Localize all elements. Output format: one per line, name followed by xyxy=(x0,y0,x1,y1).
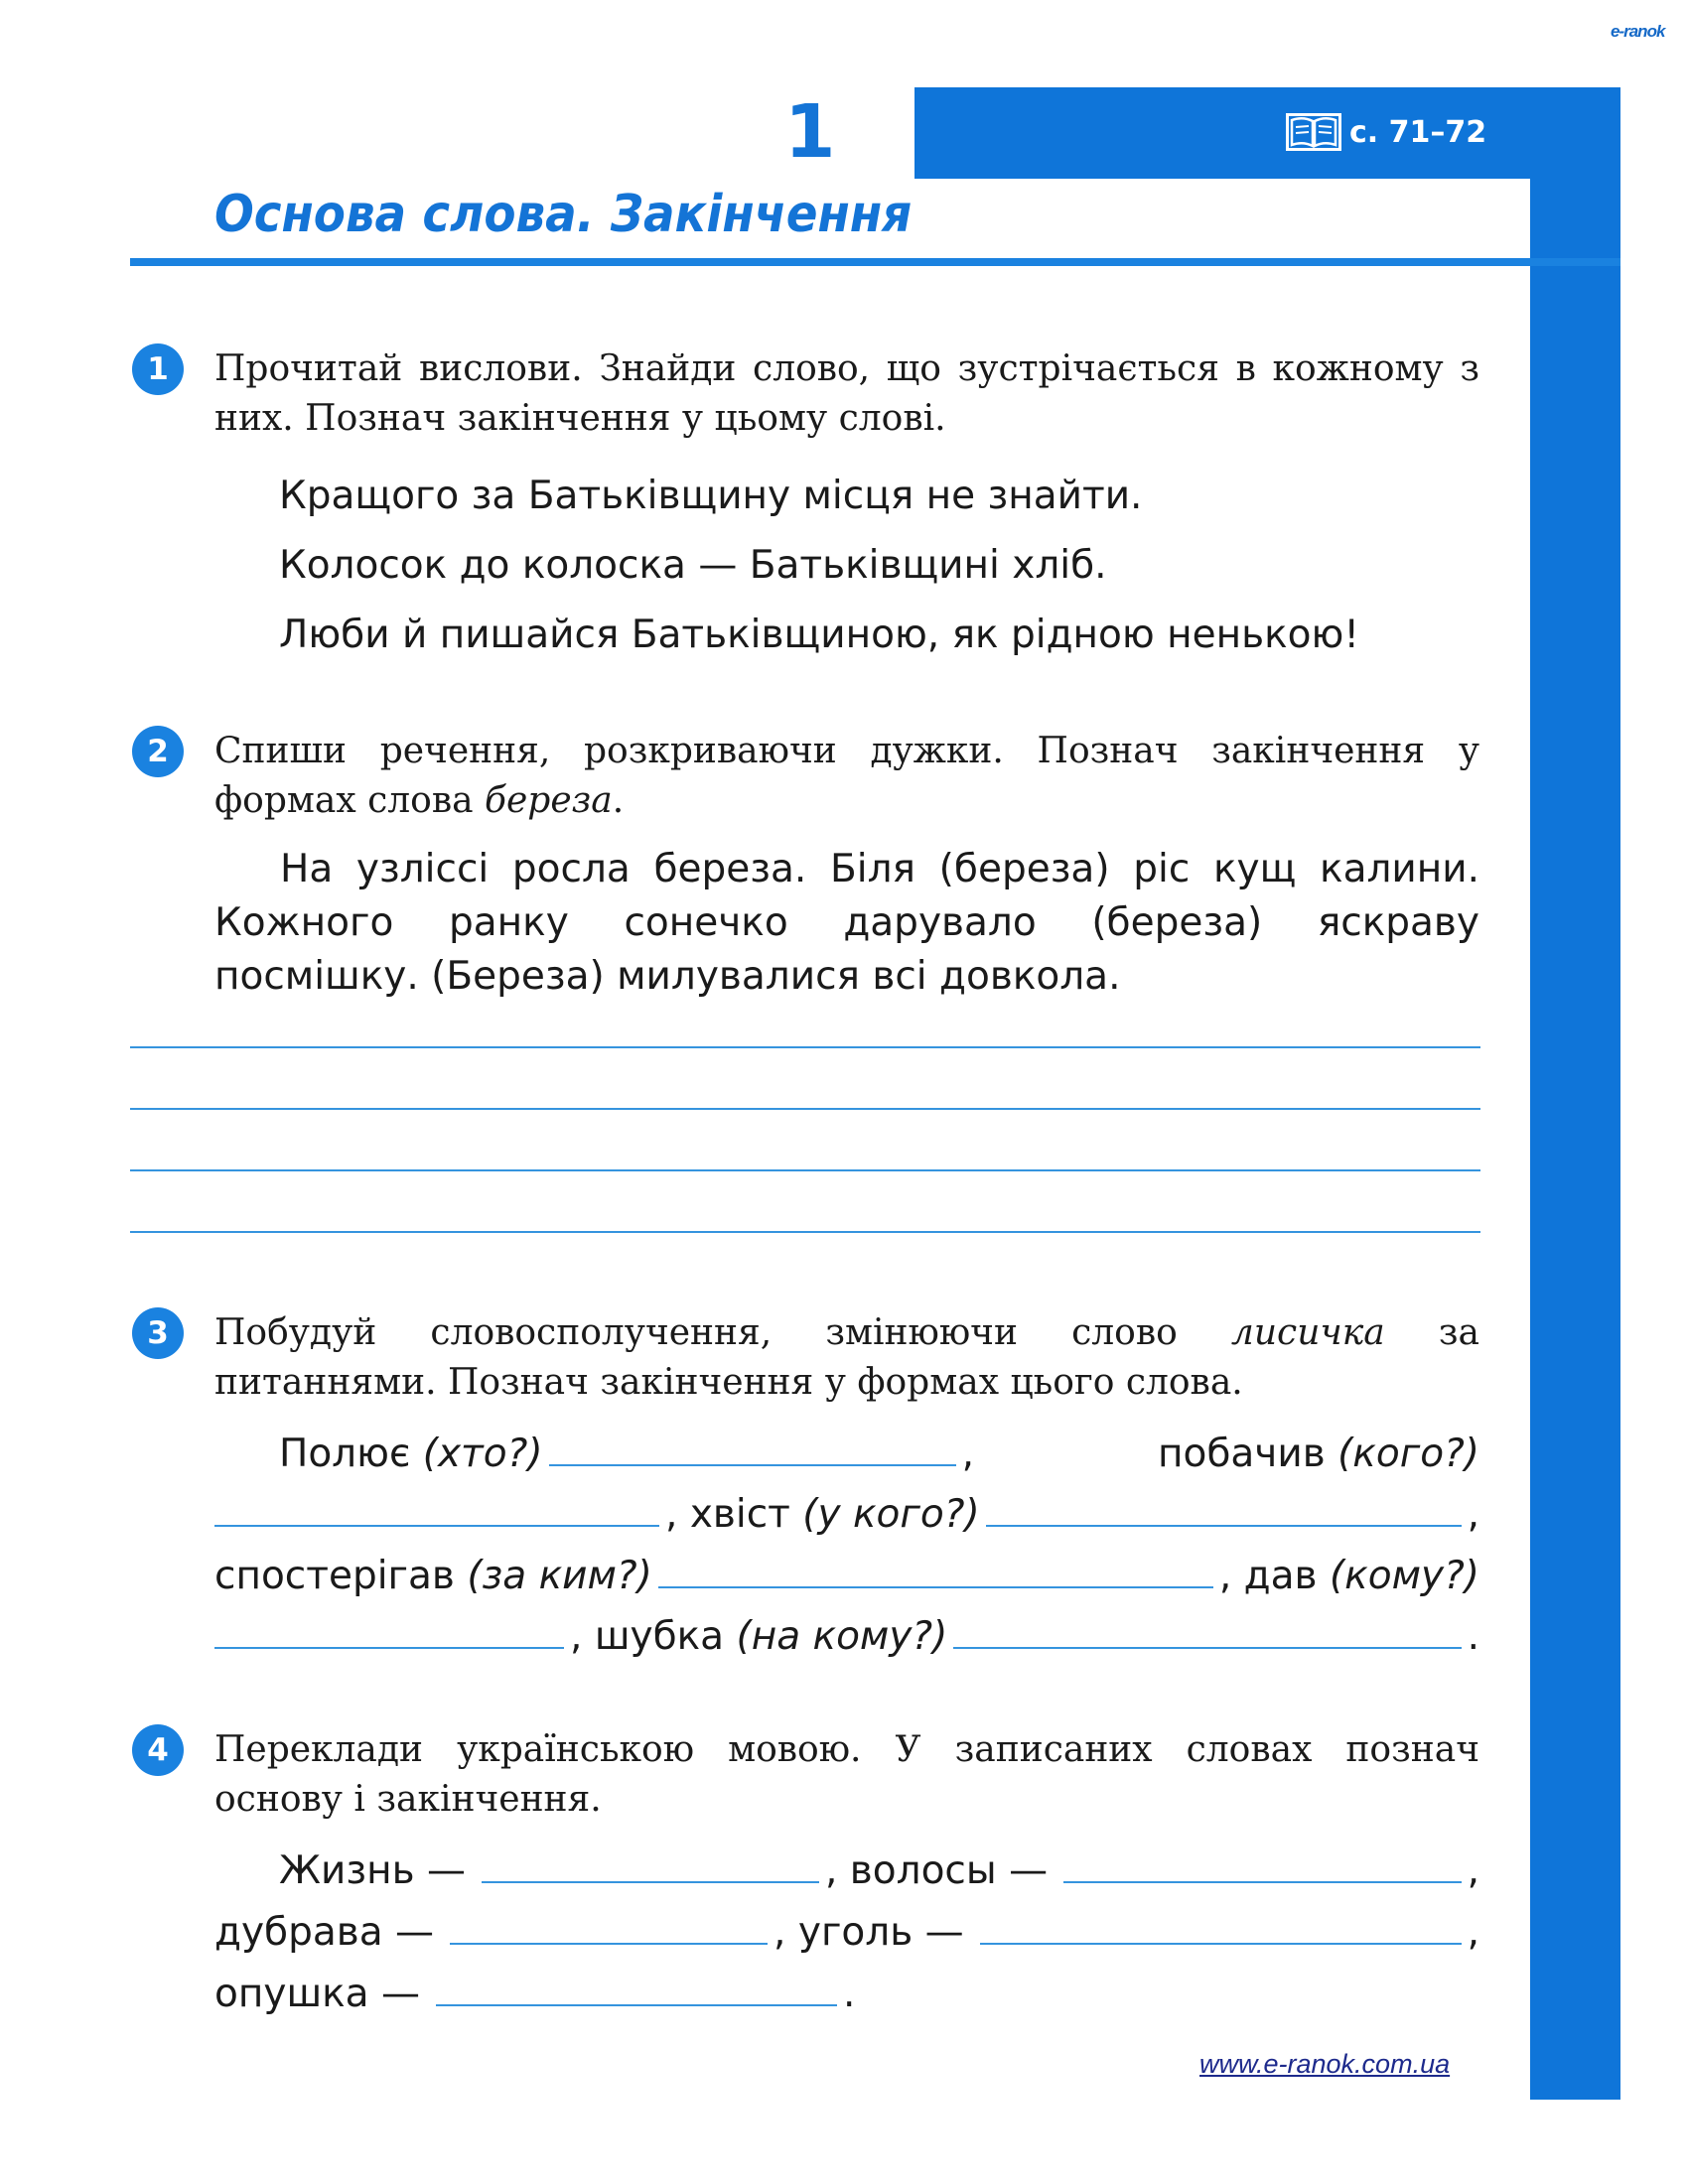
word: спостерігав xyxy=(214,1554,455,1598)
task-2-badge: 2 xyxy=(132,726,184,777)
punct: , xyxy=(824,1848,838,1893)
answer-blank[interactable] xyxy=(980,1923,1462,1945)
task-2-text: На узліссі росла береза. Біля (береза) ріс кущ калини. Кожного ранку сонечко дарувало (береза) яскраву посмішку. (Береза) милувалися всі довкола. xyxy=(214,847,1479,999)
task-4-line-3 xyxy=(214,1955,1479,2016)
word: хвіст xyxy=(689,1492,790,1537)
word: шубка xyxy=(594,1614,725,1659)
lesson-title: Основа слова. Закінчення xyxy=(214,185,913,244)
task-1-instruction: Прочитай вислови. Знайди слово, що зустрічається в кожному з них. Познач закінчення у цьому слові. xyxy=(214,348,1479,439)
word: волосы — xyxy=(849,1848,1049,1893)
task-2-instruction xyxy=(214,727,1479,826)
book-icon xyxy=(1286,113,1341,151)
task-4-line-2 xyxy=(214,1893,1479,1955)
task-3-line-2 xyxy=(214,1475,1479,1537)
task-3-instruction-text-end: за питаннями. Познач закінчення у формах цього слова. xyxy=(214,1312,1479,1403)
task-2-period: . xyxy=(612,780,625,821)
punct: . xyxy=(842,1972,856,2016)
answer-blank[interactable] xyxy=(1063,1861,1462,1883)
word: побачив xyxy=(1158,1432,1326,1476)
task-1-badge: 1 xyxy=(132,343,184,395)
answer-blank[interactable] xyxy=(549,1444,956,1466)
word: Жизнь — xyxy=(279,1848,466,1893)
question: (на кому?) xyxy=(736,1614,948,1659)
question: (хто?) xyxy=(422,1432,543,1476)
task-3-instruction xyxy=(214,1308,1479,1408)
answer-blank[interactable] xyxy=(953,1627,1461,1649)
header-band xyxy=(914,87,1620,179)
punct: , xyxy=(570,1614,583,1659)
textbook-reference xyxy=(1286,113,1486,151)
page-ref-label: с. 71–72 xyxy=(1349,114,1487,150)
word: дав xyxy=(1243,1554,1318,1598)
question: (за ким?) xyxy=(467,1554,652,1598)
saying-2: Колосок до колоска — Батьківщині хліб. xyxy=(279,543,1107,588)
writing-line[interactable] xyxy=(130,1231,1480,1233)
writing-line[interactable] xyxy=(130,1108,1480,1110)
question: (у кого?) xyxy=(802,1492,980,1537)
task-3-badge: 3 xyxy=(132,1307,184,1359)
answer-blank[interactable] xyxy=(450,1923,768,1945)
punct: , xyxy=(774,1910,786,1955)
task-3-line-4 xyxy=(214,1597,1479,1659)
task-4-instruction: Переклади українською мовою. У записаних словах познач основу і закінчення. xyxy=(214,1729,1479,1820)
publisher-url[interactable]: www.e-ranok.com.ua xyxy=(1199,2049,1451,2079)
punct: , xyxy=(1467,1848,1479,1893)
answer-blank[interactable] xyxy=(436,1984,837,2006)
punct: , xyxy=(1467,1492,1479,1537)
task-3-line-1 xyxy=(214,1415,1479,1476)
saying-3: Люби й пишайся Батьківщиною, як рідною ненькою! xyxy=(279,613,1359,657)
lesson-number: 1 xyxy=(784,89,836,175)
side-band xyxy=(1530,179,1620,2100)
question: (кому?) xyxy=(1329,1554,1479,1598)
saying-1: Кращого за Батьківщину місця не знайти. xyxy=(279,474,1143,518)
task-2-keyword: береза xyxy=(485,780,613,821)
answer-blank[interactable] xyxy=(214,1627,564,1649)
task-2-instruction-text: Спиши речення, розкриваючи дужки. Познач закінчення у формах слова xyxy=(214,731,1479,821)
publisher-logo: e-ranok xyxy=(1611,22,1665,41)
word: опушка — xyxy=(214,1972,420,2016)
writing-line[interactable] xyxy=(130,1046,1480,1048)
punct: . xyxy=(1467,1614,1479,1659)
answer-blank[interactable] xyxy=(214,1505,659,1527)
writing-line[interactable] xyxy=(130,1169,1480,1171)
punct: , xyxy=(1467,1910,1479,1955)
word: уголь — xyxy=(797,1910,964,1955)
question: (кого?) xyxy=(1337,1432,1479,1476)
task-4-line-1 xyxy=(214,1832,1479,1893)
task-3-instruction-text: Побудуй словосполучення, змінюючи слово xyxy=(214,1312,1178,1353)
answer-blank[interactable] xyxy=(658,1567,1213,1588)
task-3-keyword: лисичка xyxy=(1230,1312,1385,1353)
punct: , xyxy=(961,1432,974,1476)
punct: , xyxy=(1218,1554,1232,1598)
task-3-line-3 xyxy=(214,1537,1479,1598)
answer-blank[interactable] xyxy=(986,1505,1462,1527)
word: Полює xyxy=(279,1432,411,1476)
task-4-badge: 4 xyxy=(132,1724,184,1776)
answer-blank[interactable] xyxy=(482,1861,819,1883)
punct: , xyxy=(665,1492,678,1537)
header-rule xyxy=(130,258,1620,266)
word: дубрава — xyxy=(214,1910,435,1955)
